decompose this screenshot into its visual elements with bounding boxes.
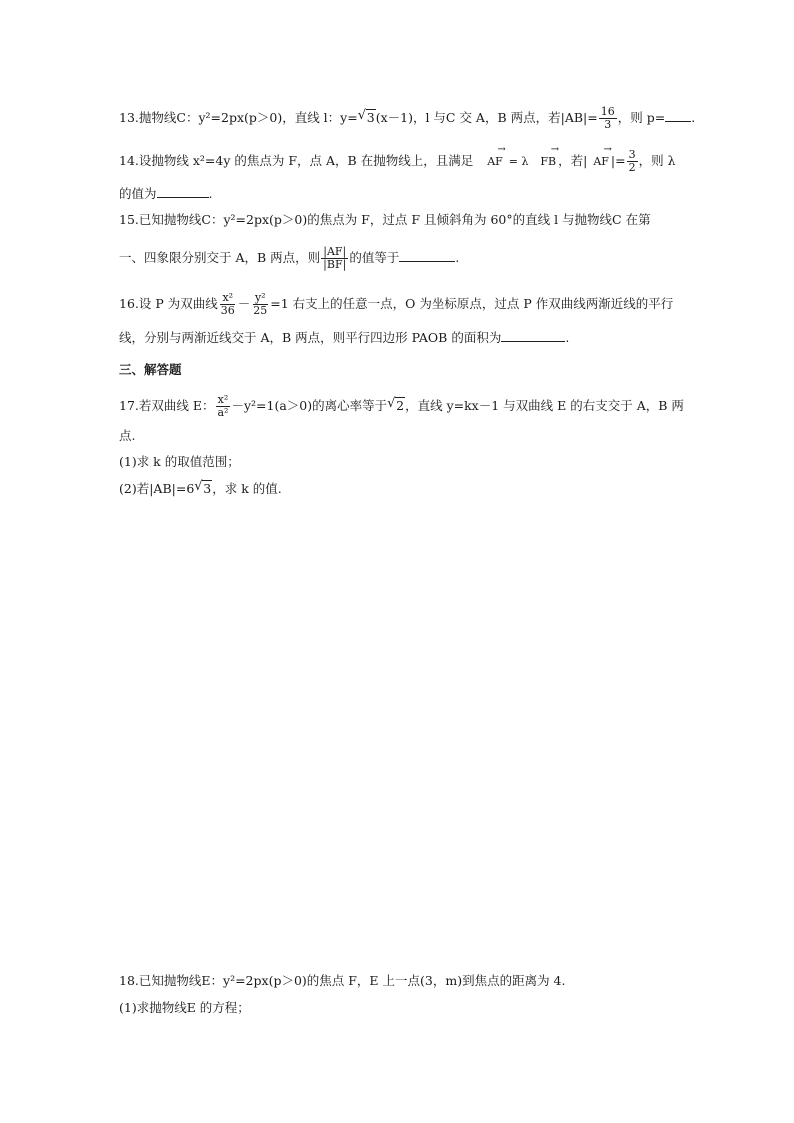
fraction: $\frac{\text{x²}}{\text{a²}}$ xyxy=(217,393,229,419)
question-16-line2: 线，分别与两渐近线交于 A，B 两点，则平行四边形 PAOB 的面积为 . xyxy=(119,330,570,345)
question-number: 15. xyxy=(119,212,139,227)
question-18: 18.已知抛物线E：y²=2px(p＞0)的焦点 F，E 上一点(3，m)到焦点的距离为 4. xyxy=(119,973,566,988)
question-15-line2: 一、四象限分别交于 A，B 两点，则 $\frac{|AF|}{|BF|}$ 的值等于 . xyxy=(119,245,460,271)
question-13: 13.抛物线C：y²=2px(p＞0)，直线 l：y= √ 3(x－1)，l 与C 交 A，B 两点，若|AB|= $\frac{16}{3}$ ，则 p= . xyxy=(119,105,696,131)
question-number: 13. xyxy=(119,110,139,125)
question-14: 14.设抛物线 x²=4y 的焦点为 F，点 A，B 在抛物线上，且满足 → AF = λ → FB ，若| → AF |= $\frac{3}{2}$ ，则 λ xyxy=(119,149,676,174)
question-17-part2: (2)若|AB|=6 √ 3，求 k 的值. xyxy=(119,479,282,496)
question-17-part1: (1)求 k 的取值范围； xyxy=(119,454,240,469)
sqrt-expression: √ 2 xyxy=(387,396,405,413)
question-18-part1: (1)求抛物线E 的方程； xyxy=(119,1000,250,1015)
question-number: 16. xyxy=(119,296,139,311)
answer-blank[interactable] xyxy=(665,109,691,122)
vector-af: → AF xyxy=(591,154,611,170)
fraction: $\frac{3}{2}$ xyxy=(628,148,636,174)
question-15: 15.已知抛物线C：y²=2px(p＞0)的焦点为 F，过点 F 且倾斜角为 60°的直线 l 与抛物线C 在第 xyxy=(119,212,651,227)
question-16: 16.设 P 为双曲线 $\frac{\text{x²}}{36}$ － $\frac{\text{y²}}{25}$ =1 右支上的任意一点，O 为坐标原点，过点 P 作双曲线两渐近线的平行 xyxy=(119,291,674,317)
vector-af: → AF xyxy=(485,154,505,170)
question-number: 14. xyxy=(119,153,139,168)
question-17: 17.若双曲线 E： $\frac{\text{x²}}{\text{a²}}$ －y²=1(a＞0)的离心率等于 √ 2，直线 y=kx－1 与双曲线 E 的右支交于 A，B 两 xyxy=(119,393,684,419)
sqrt-expression: √ 3 xyxy=(194,479,212,496)
sqrt-expression: √ 3 xyxy=(357,108,375,125)
fraction: $\frac{|AF|}{|BF|}$ xyxy=(323,245,347,271)
question-number: 18. xyxy=(119,973,139,988)
answer-blank[interactable] xyxy=(501,329,565,342)
fraction: $\frac{\text{x²}}{36}$ xyxy=(220,291,235,317)
answer-blank[interactable] xyxy=(399,249,455,262)
fraction: $\frac{16}{3}$ xyxy=(600,105,615,131)
question-14-line2: 的值为 . xyxy=(119,186,213,201)
section-heading: 三、解答题 xyxy=(119,362,182,377)
fraction: $\frac{\text{y²}}{25}$ xyxy=(253,291,268,317)
question-number: 17. xyxy=(119,398,139,413)
answer-blank[interactable] xyxy=(157,185,209,198)
question-17-line2: 点. xyxy=(119,428,136,443)
vector-fb: → FB xyxy=(538,154,558,170)
